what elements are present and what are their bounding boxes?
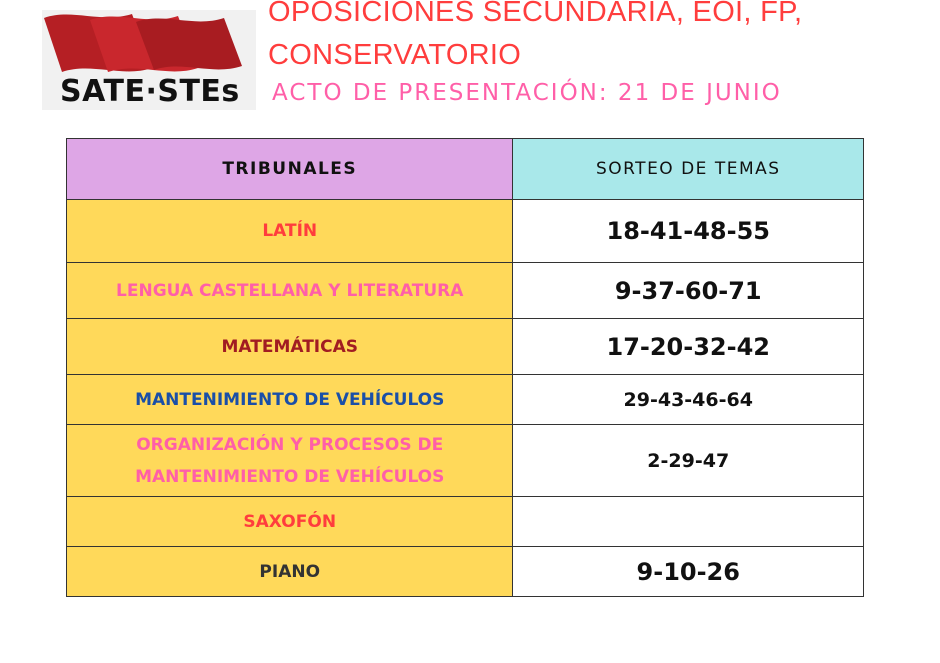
tribunal-name-line1: ORGANIZACIÓN Y PROCESOS DE [136, 434, 444, 455]
table-row [67, 263, 864, 319]
sorteo-value: 17-20-32-42 [513, 319, 864, 375]
table-row [67, 547, 864, 597]
tribunal-name: MATEMÁTICAS [67, 319, 513, 375]
page-title-line1: OPOSICIONES SECUNDARIA, EOI, FP, [268, 0, 803, 28]
tribunal-name: SAXOFÓN [67, 497, 513, 547]
table-row [67, 200, 864, 263]
tribunal-name: LENGUA CASTELLANA Y LITERATURA [67, 263, 513, 319]
sorteo-value: 29-43-46-64 [513, 375, 864, 425]
page-subtitle: ACTO DE PRESENTACIÓN: 21 DE JUNIO [272, 80, 782, 106]
tribunales-table [66, 138, 864, 597]
table-header-row [67, 139, 864, 200]
tribunal-name [67, 425, 513, 497]
tribunal-name-line2: MANTENIMIENTO DE VEHÍCULOS [135, 466, 445, 487]
sorteo-value: 2-29-47 [513, 425, 864, 497]
table-row [67, 425, 864, 497]
column-header-sorteo: SORTEO DE TEMAS [513, 139, 864, 200]
sorteo-value: 18-41-48-55 [513, 200, 864, 263]
sorteo-value [513, 497, 864, 547]
tribunal-name: MANTENIMIENTO DE VEHÍCULOS [67, 375, 513, 425]
page-title-line2: CONSERVATORIO [268, 39, 522, 71]
tribunal-name: LATÍN [67, 200, 513, 263]
sorteo-value: 9-37-60-71 [513, 263, 864, 319]
table-row [67, 319, 864, 375]
sorteo-value: 9-10-26 [513, 547, 864, 597]
tribunal-name: PIANO [67, 547, 513, 597]
column-header-tribunales: TRIBUNALES [67, 139, 513, 200]
table-row [67, 375, 864, 425]
logo-text: SATE·STEs [60, 74, 240, 109]
table-row [67, 497, 864, 547]
sate-stes-logo [42, 10, 256, 110]
